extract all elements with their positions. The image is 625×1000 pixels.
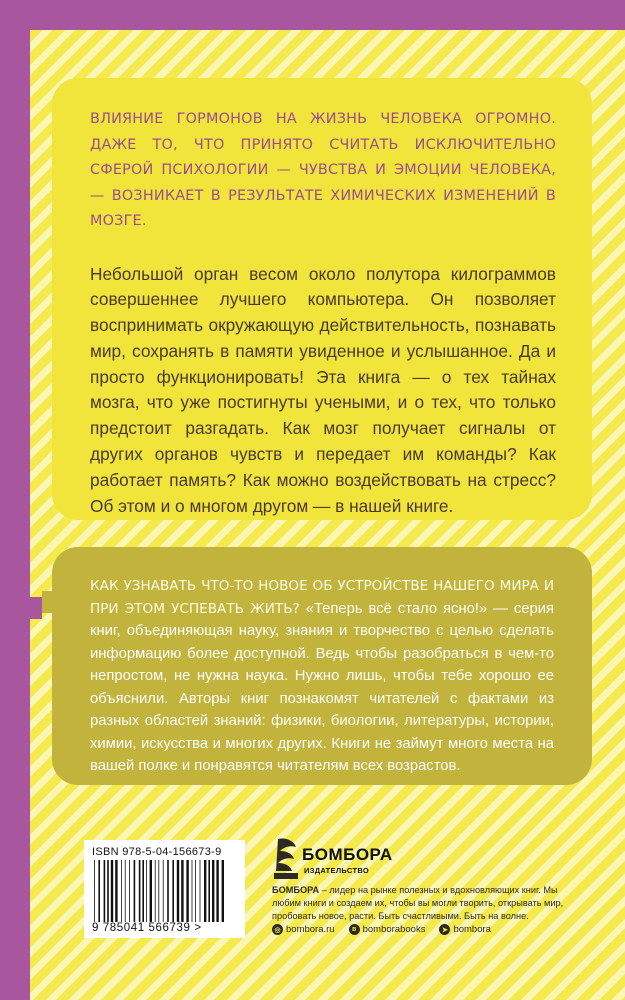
barcode-bar [125,860,126,922]
annotation-lead: ВЛИЯНИЕ ГОРМОНОВ НА ЖИЗНЬ ЧЕЛОВЕКА ОГРОМНО. ДАЖЕ ТО, ЧТО ПРИНЯТО СЧИТАТЬ ИСКЛЮЧИТЕЛЬНО СФЕРОЙ ПСИХОЛОГИИ — ЧУВСТВА И ЭМОЦИИ ЧЕЛОВЕКА, — ВОЗНИКАЕТ В РЕЗУЛЬТАТЕ ХИМИЧЕСКИХ ИЗМЕНЕНИЙ В МОЗГЕ. [90,111,556,229]
barcode-bar [150,860,152,922]
barcode-bars [92,860,237,922]
link-website-text[interactable]: bombora.ru [286,924,335,935]
isbn-barcode [84,840,245,938]
barcode-bar [216,860,218,922]
barcode-bar [142,860,144,922]
link-telegram[interactable] [439,924,491,935]
publisher-links [272,924,602,935]
publisher-subtitle: ИЗДАТЕЛЬСТВО [304,866,369,875]
isbn-label: ISBN 978-5-04-156673-9 [92,846,222,858]
series-lead: КАК УЗНАВАТЬ ЧТО-ТО НОВОЕ ОБ УСТРОЙСТВЕ НАШЕГО МИРА И ПРИ ЭТОМ УСПЕВАТЬ ЖИТЬ? [90,578,554,617]
link-telegram-text[interactable]: bombora [453,924,491,935]
barcode-bar [139,860,141,922]
series-box [52,547,592,785]
publisher-description-text: – лидер на рынке полезных и вдохновляющих книг. Мы любим книги и создаем их, чтобы вы могли творить, открывать мир, пробовать новое, расти. Быть счастливыми. Быть на волне. [272,885,564,921]
bombora-logo-icon [272,835,302,883]
link-vk[interactable] [349,924,426,935]
barcode-bar [186,860,188,922]
barcode-digits: 9 785041 566739 > [92,922,202,934]
barcode-bar [167,860,169,922]
barcode-bar [163,860,164,922]
publisher-brand-word: БОМБОРА [272,885,320,895]
barcode-bar [204,860,206,922]
barcode-bar [94,860,95,922]
globe-icon: ◎ [272,924,283,935]
link-vk-text[interactable]: bomborabooks [362,924,426,935]
barcode-bar [146,860,147,922]
barcode-bar [212,860,214,922]
barcode-bar [155,860,156,922]
barcode-bar [115,860,117,922]
barcode-bar [172,860,174,922]
barcode-bar [129,860,130,922]
link-website[interactable] [272,924,335,935]
barcode-bar [134,860,136,922]
barcode-bar [177,860,179,922]
barcode-bar [200,860,201,922]
barcode-bar [107,860,109,922]
barcode-bar [104,860,106,922]
series-text [90,575,554,778]
publisher-name: БОМБОРА [302,845,393,864]
barcode-bar [222,860,224,922]
side-tab-marker [30,597,42,619]
barcode-bar [111,860,113,922]
series-box-tab [42,591,56,613]
barcode-bar [195,860,196,922]
barcode-bar [192,860,193,922]
barcode-bar [121,860,122,922]
annotation-box [52,78,592,520]
telegram-icon: ➤ [439,924,450,935]
publisher-description [272,884,582,923]
barcode-bar [98,860,100,922]
barcode-bar [158,860,159,922]
barcode-bar [208,860,210,922]
series-body: «Теперь всё стало ясно!» — серия книг, объединяющая науку, знания и творчество с целью сделать информацию более доступной. Ведь чтобы разобраться в чем-то непростом, не нужна наука. Нужно лишь, чтобы тебе хорошо ее объяснили. Авторы книг познакомят читателей с фактами из разных областей знаний: физики, биологии, литературы, истории, химии, искусства и многих других. Книги не займут много места на вашей полке и понравятся читателям всех возрастов. [90,600,554,774]
barcode-bar [181,860,183,922]
vk-icon: в [349,924,360,935]
annotation-body: Небольшой орган весом около полутора килограммов совершеннее лучшего компьютера. Он позволяет воспринимать окружающую действительность, познавать мир, сохранять в памяти увиденное и услышанное. Да и просто функционировать! Эта книга — о тех тайнах мозга, что уже постигнуты учеными, и о тех, что только предстоит разгадать. Как мозг получает сигналы от других органов чувств и передает им команды? Как работает память? Как можно воздействовать на стресс? Об этом и о многом другом — в нашей книге. [90,263,556,516]
